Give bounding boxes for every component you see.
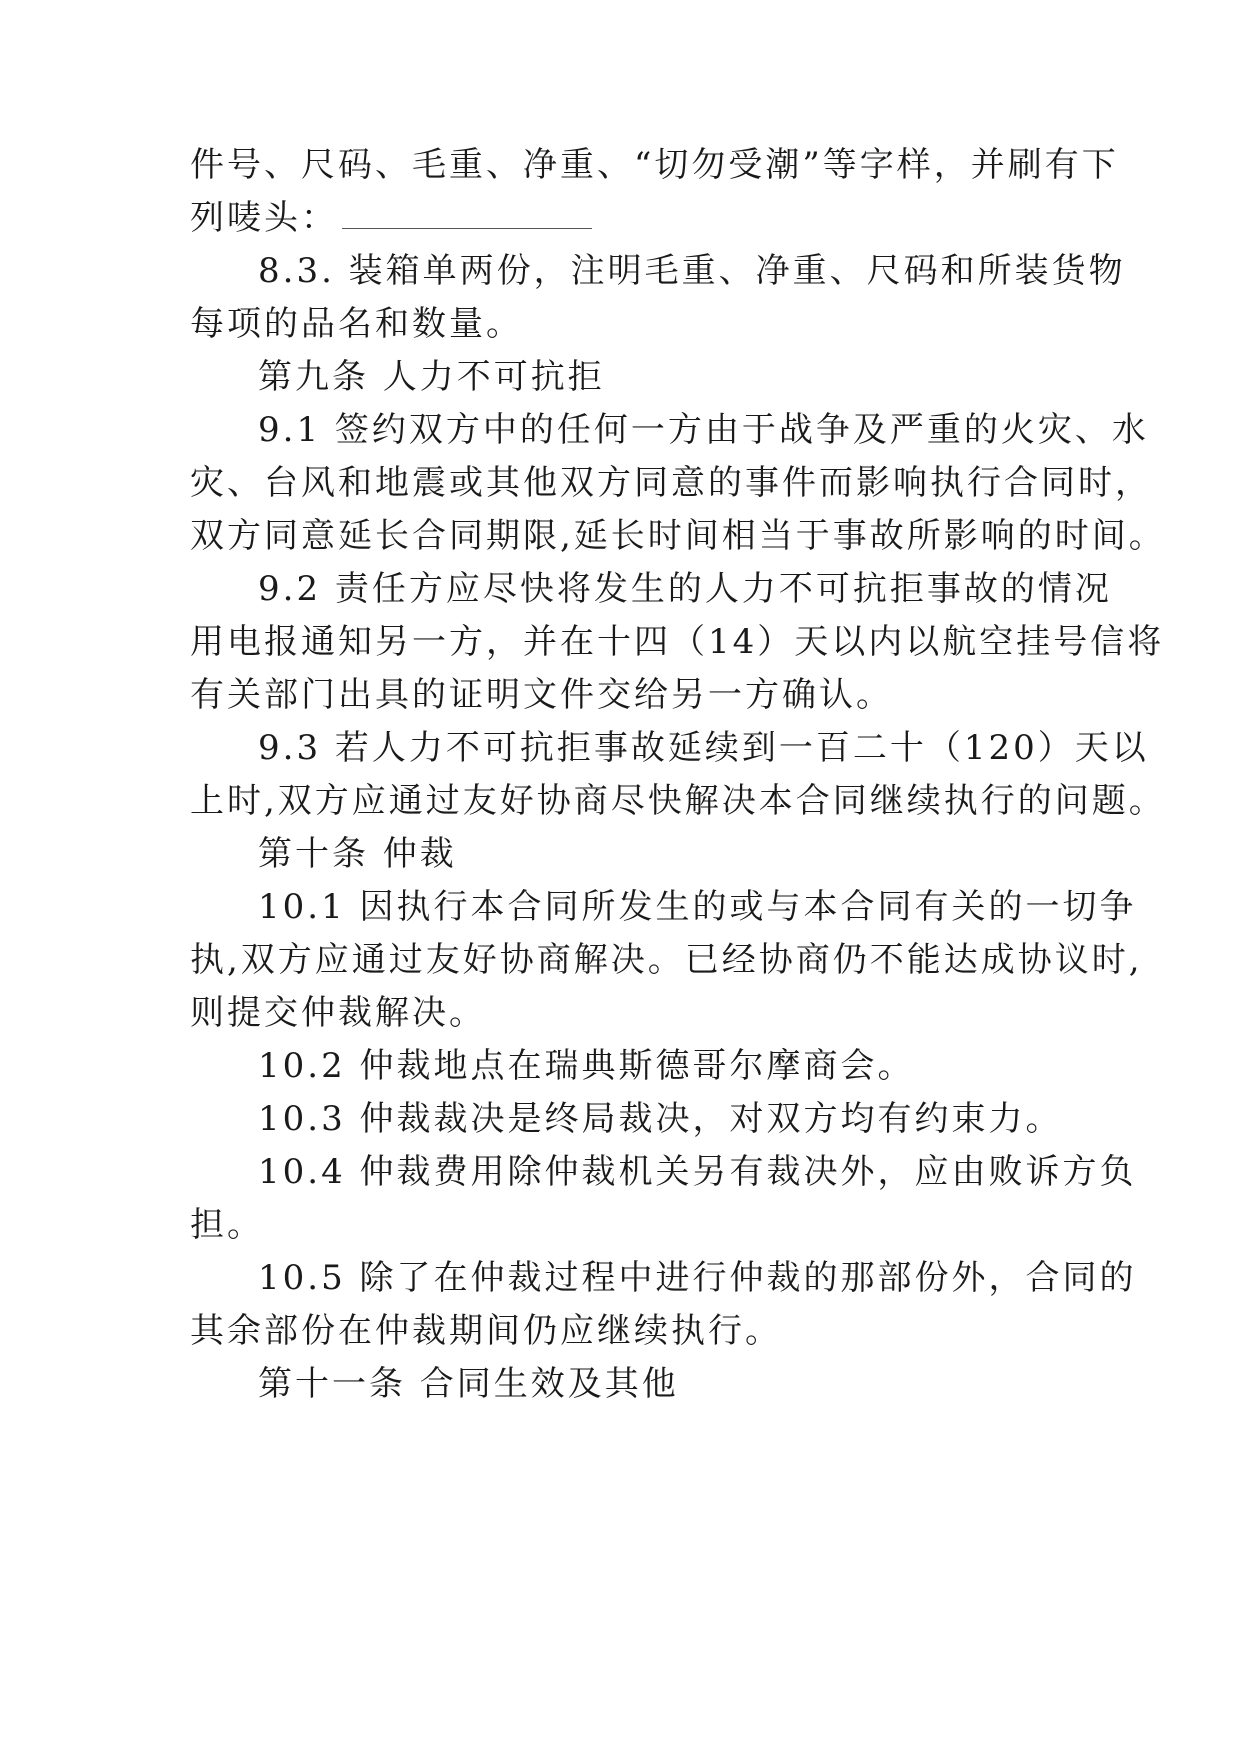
text-line: 灾、台风和地震或其他双方同意的事件而影响执行合同时， [190, 463, 1152, 503]
text-line: 每项的品名和数量。 [190, 304, 523, 344]
article-11-heading: 第十一条 合同生效及其他 [258, 1364, 679, 1404]
clause-10-1: 10.1 因执行本合同所发生的或与本合同有关的一切争 [258, 887, 1137, 927]
clause-9-3: 9.3 若人力不可抗拒事故延续到一百二十（120）天以 [258, 728, 1149, 768]
clause-8-3: 8.3. 装箱单两份，注明毛重、净重、尺码和所装货物 [258, 251, 1126, 291]
text-line: 则提交仲裁解决。 [190, 993, 486, 1033]
text-line: 件号、尺码、毛重、净重、“切勿受潮”等字样，并刷有下 [190, 145, 1119, 185]
text-line: 上时,双方应通过友好协商尽快解决本合同继续执行的问题。 [190, 781, 1166, 821]
article-10-heading: 第十条 仲裁 [258, 834, 457, 874]
text-line: 担。 [190, 1205, 264, 1245]
clause-10-4: 10.4 仲裁费用除仲裁机关另有裁决外，应由败诉方负 [258, 1152, 1137, 1192]
fill-in-blank[interactable] [342, 198, 592, 229]
article-9-heading: 第九条 人力不可抗拒 [258, 357, 605, 397]
text-line: 列唛头： [190, 198, 338, 238]
text-line: 双方同意延长合同期限,延长时间相当于事故所影响的时间。 [190, 516, 1166, 556]
clause-10-2: 10.2 仲裁地点在瑞典斯德哥尔摩商会。 [258, 1046, 915, 1086]
clause-10-5: 10.5 除了在仲裁过程中进行仲裁的那部份外，合同的 [258, 1258, 1137, 1298]
clause-9-2: 9.2 责任方应尽快将发生的人力不可抗拒事故的情况 [258, 569, 1112, 609]
text-line: 其余部份在仲裁期间仍应继续执行。 [190, 1311, 782, 1351]
shipping-mark-line [190, 198, 592, 238]
text-line: 执,双方应通过友好协商解决。已经协商仍不能达成协议时, [190, 940, 1143, 980]
clause-9-1: 9.1 签约双方中的任何一方由于战争及严重的火灾、水 [258, 410, 1149, 450]
clause-10-3: 10.3 仲裁裁决是终局裁决，对双方均有约束力。 [258, 1099, 1063, 1139]
text-line: 有关部门出具的证明文件交给另一方确认。 [190, 675, 893, 715]
text-line: 用电报通知另一方，并在十四（14）天以内以航空挂号信将 [190, 622, 1165, 662]
